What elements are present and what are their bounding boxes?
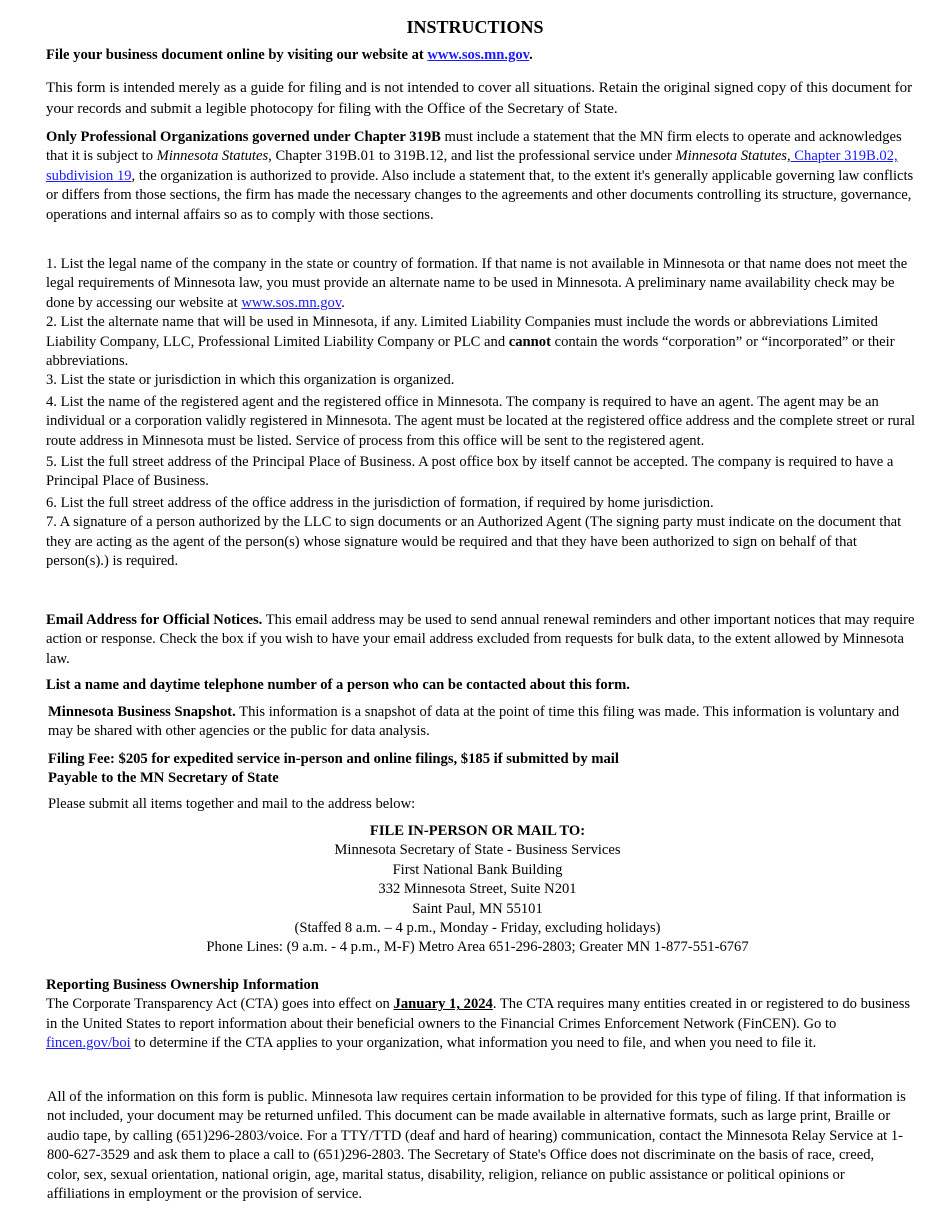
list-item: [46, 255, 916, 313]
item-1-text: 1. List the legal name of the company in the state or country of formation. If that name is not available in Minnesota or that name does not meet the legal requirements of Minnesota law, you must provide an alternate name to be used in Minnesota. A preliminary name availability check may be done by accessing our website at: [46, 256, 908, 311]
item-2-text: 2. List the alternate name that will be used in Minnesota, if any. Limited Liability Companies must include the words or abbreviations Limited Liability Company, LLC, Professional Limited Liability Company or PLC and: [46, 314, 878, 350]
address-line: Saint Paul, MN 55101: [412, 900, 543, 917]
address-line: 332 Minnesota Street, Suite N201: [378, 881, 577, 898]
email-heading: Email Address for Official Notices.: [46, 612, 263, 628]
fincen-link[interactable]: fincen.gov/boi: [46, 1035, 131, 1052]
online-filing-text: File your business document online by visiting our website at: [46, 47, 428, 63]
address-line: Minnesota Secretary of State - Business Services: [334, 842, 621, 859]
prof-italic-2: Minnesota Statutes: [675, 148, 787, 165]
submit-line: Please submit all items together and mail to the address below:: [48, 796, 416, 812]
contact-line: List a name and daytime telephone number of a person who can be contacted about this form.: [46, 677, 630, 693]
phone-lines: Phone Lines: (9 a.m. - 4 p.m., M-F) Metro Area 651-296-2803; Greater MN 1-877-551-6767: [206, 939, 749, 956]
prof-text-2: , Chapter 319B.01 to 319B.12, and list the professional service under: [268, 148, 676, 165]
item-1-tail: .: [341, 294, 345, 311]
snapshot-paragraph: [48, 703, 918, 742]
ownership-text-1: The Corporate Transparency Act (CTA) goes into effect on: [46, 996, 394, 1013]
ownership-text-3: to determine if the CTA applies to your organization, what information you need to file, and when you need to file it.: [130, 1035, 817, 1052]
prof-text-3: ,: [786, 148, 791, 165]
item-2-tail: contain the words “corporation” or “incorporated” or their abbreviations.: [46, 333, 895, 370]
office-hours: (Staffed 8 a.m. – 4 p.m., Monday - Friday, excluding holidays): [294, 920, 661, 937]
public-info-paragraph: All of the information on this form is public. Minnesota law requires certain information to be provided for this type of filing. If that information is not included, your document may be returned unfiled. This document can be made available in alternative formats, such as large print, Braille or audio tape, by calling (651)296-2803/voice. For a TTY/TTD (deaf and hard of hearing) communication, contact the Minnesota Relay Service at 1-800-627-3529 and ask them to place a call to (651)296-2803. The Secretary of State's Office does not discriminate on the basis of race, creed, color, sex, sexual orientation, national origin, age, marital status, disability, religion, reliance on public assistance or political opinions or affiliations in employment or the provision of service.: [47, 1089, 906, 1203]
address-line: First National Bank Building: [392, 861, 563, 878]
instructions-list: [46, 255, 916, 572]
fee-line-2: Payable to the MN Secretary of State: [48, 770, 279, 787]
list-item: 3. List the state or jurisdiction in which this organization is organized.: [46, 372, 455, 389]
prof-italic-1: Minnesota Statutes: [156, 148, 269, 165]
professional-org-bold: Only Professional Organizations governed under Chapter 319B: [46, 129, 441, 145]
ownership-section: [46, 976, 916, 1054]
chapter-319b-link[interactable]: Chapter 319B.02, subdivision 19: [46, 148, 898, 184]
sos-website-link[interactable]: www.sos.mn.gov: [427, 47, 530, 63]
online-filing-tail: .: [529, 47, 533, 63]
list-item: 6. List the full street address of the office address in the jurisdiction of formation, if required by home jurisdiction.: [46, 494, 714, 511]
snapshot-heading: Minnesota Business Snapshot.: [48, 704, 236, 720]
email-paragraph: [46, 611, 916, 669]
filing-fee: [48, 750, 918, 789]
ownership-text-2: . The CTA requires many entities created in or registered to do business in the United States to report information about their beneficial owners to the Financial Crimes Enforcement Network (FinCEN). Go to: [46, 996, 911, 1032]
online-filing-line: [46, 46, 916, 65]
page-title: INSTRUCTIONS: [406, 17, 544, 37]
list-item: 4. List the name of the registered agent and the registered office in Minnesota. The company is required to have an agent. The agent may be an individual or a corporation validly registered in Minnesota. The agent must be located at the registered office address and the complete street or rural route address in Minnesota must be listed. Service of process from this office will be sent to the registered agent.: [46, 393, 916, 449]
guide-paragraph: This form is intended merely as a guide for filing and is not intended to cover all situations. Retain the original signed copy of this document for your records and submit a legible photocopy for filing with the Office of the Secretary of State.: [46, 80, 913, 117]
prof-text-1: must include a statement that the MN firm elects to operate and acknowledges that it is subject to: [46, 129, 902, 165]
professional-org-paragraph: [46, 128, 916, 225]
ownership-heading: Reporting Business Ownership Information: [46, 977, 319, 993]
prof-text-4: , the organization is authorized to provide. Also include a statement that, to the extent it's generally applicable governing law conflicts or differs from those sections, the firm has made the necessary changes to the agreements and other documents controlling its structure, governance, operations and internal affairs so as to comply with those sections.: [46, 167, 914, 223]
mailing-address: [0, 822, 950, 958]
list-item: [46, 313, 916, 371]
name-check-link[interactable]: www.sos.mn.gov: [241, 294, 342, 311]
list-item: 7. A signature of a person authorized by the LLC to sign documents or an Authorized Agent (The signing party must indicate on the document that they are acting as the agent of the person(s) whose signature would be required and that they have been authorized to sign on behalf of that person(s).) is required.: [46, 514, 902, 570]
cta-date: January 1, 2024: [393, 996, 493, 1013]
fee-line-1: Filing Fee: $205 for expedited service in-person and online filings, $185 if submitted by mail: [48, 751, 619, 767]
snapshot-text: This information is a snapshot of data at the point of time this filing was made. This information is voluntary and may be shared with other agencies or the public for data analysis.: [48, 704, 900, 740]
item-2-bold: cannot: [508, 333, 551, 350]
list-item: 5. List the full street address of the Principal Place of Business. A post office box by itself cannot be accepted. The company is required to have a Principal Place of Business.: [46, 454, 894, 490]
address-heading: FILE IN-PERSON OR MAIL TO:: [369, 823, 586, 839]
email-text: This email address may be used to send annual renewal reminders and other important notices that may require action or response. Check the box if you wish to have your email address excluded from requests for bulk data, to the extent allowed by Minnesota law.: [46, 612, 915, 667]
